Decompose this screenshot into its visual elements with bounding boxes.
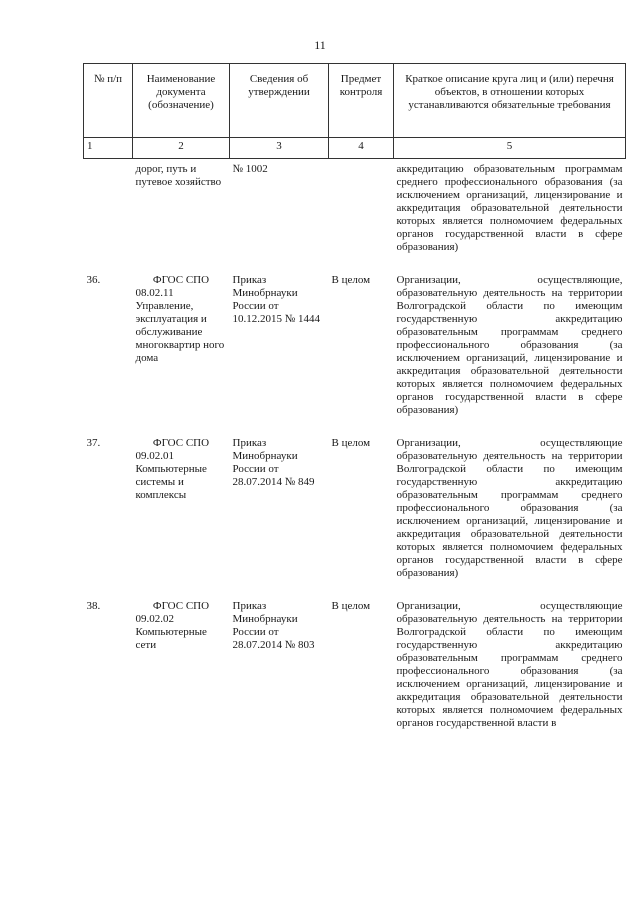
row-approval: № 1002	[232, 163, 268, 175]
header-name: Наименование документа (обозначение)	[133, 64, 230, 138]
table-row	[84, 159, 626, 265]
row-description: Организации, осуществляющие образовательную деятельность на территории Волгоградской области по имеющим государственную аккредитацию образовательным программам среднего профессионального образования (за исключением организаций, лицензирование и аккредитация образовательной деятельности которых является полномочием федеральных органов государственной власти в	[396, 600, 623, 729]
row-name-title: ФГОС СПО	[152, 600, 210, 612]
row-name-body: 08.02.11 Управление, эксплуатация и обслуживание многоквартир ного дома	[135, 287, 225, 364]
table-row	[84, 590, 626, 740]
row-name: дорог, путь и путевое хозяйство	[135, 163, 222, 188]
row-approval: Приказ Минобрнауки России от 28.07.2014 № 849	[232, 437, 315, 488]
row-num	[84, 159, 133, 265]
row-approval: Приказ Минобрнауки России от 28.07.2014 № 803	[232, 600, 315, 651]
row-subject: В целом	[331, 274, 371, 286]
header-description: Краткое описание круга лиц и (или) перечня объектов, в отношении которых устанавливаются обязательные требования	[394, 64, 626, 138]
column-number-row	[84, 138, 626, 159]
column-number: 1	[84, 138, 133, 159]
row-description: аккредитацию образовательным программам среднего профессионального образования (за исключением организаций, лицензирование и аккредитация образовательной деятельности которых является полномочием федеральных органов государственной власти в сфере образования)	[396, 163, 623, 253]
table-row	[84, 427, 626, 590]
row-name-body: 09.02.01 Компьютерные системы и комплексы	[135, 450, 207, 501]
column-number: 4	[329, 138, 394, 159]
row-name-body: 09.02.02 Компьютерные сети	[135, 613, 207, 651]
row-name	[133, 264, 230, 427]
row-num: 38.	[86, 600, 101, 612]
row-description: Организации, осуществляющие образовательную деятельность на территории Волгоградской области по имеющим государственную аккредитацию образовательным программам среднего профессионального образования (за исключением организаций, лицензирование и аккредитация образовательной деятельности которых является полномочием федеральных органов государственной власти в сфере образования)	[396, 437, 623, 579]
table-row	[84, 264, 626, 427]
row-subject: В целом	[331, 600, 371, 612]
header-approval: Сведения об утверждении	[230, 64, 329, 138]
row-approval: Приказ Минобрнауки России от 10.12.2015 № 1444	[232, 274, 320, 325]
row-subject	[329, 159, 394, 265]
row-num: 37.	[86, 437, 101, 449]
requirements-table	[83, 63, 626, 740]
row-subject: В целом	[331, 437, 371, 449]
column-number: 3	[230, 138, 329, 159]
column-number: 5	[394, 138, 626, 159]
row-name	[133, 590, 230, 740]
row-name	[133, 427, 230, 590]
header-num: № п/п	[84, 64, 133, 138]
row-name-title: ФГОС СПО	[152, 437, 210, 449]
row-num: 36.	[86, 274, 101, 286]
row-name-title: ФГОС СПО	[152, 274, 210, 286]
table-header-row	[84, 64, 626, 138]
header-subject: Предмет контроля	[329, 64, 394, 138]
column-number: 2	[133, 138, 230, 159]
row-description: Организации, осуществляющие, образовательную деятельность на территории Волгоградской области по имеющим государственную аккредитацию образовательным программам среднего профессионального образования (за исключением организаций, лицензирование и аккредитация образовательной деятельности которых является полномочием федеральных органов государственной власти в сфере образования)	[396, 274, 623, 416]
page-number: 11	[314, 38, 326, 52]
